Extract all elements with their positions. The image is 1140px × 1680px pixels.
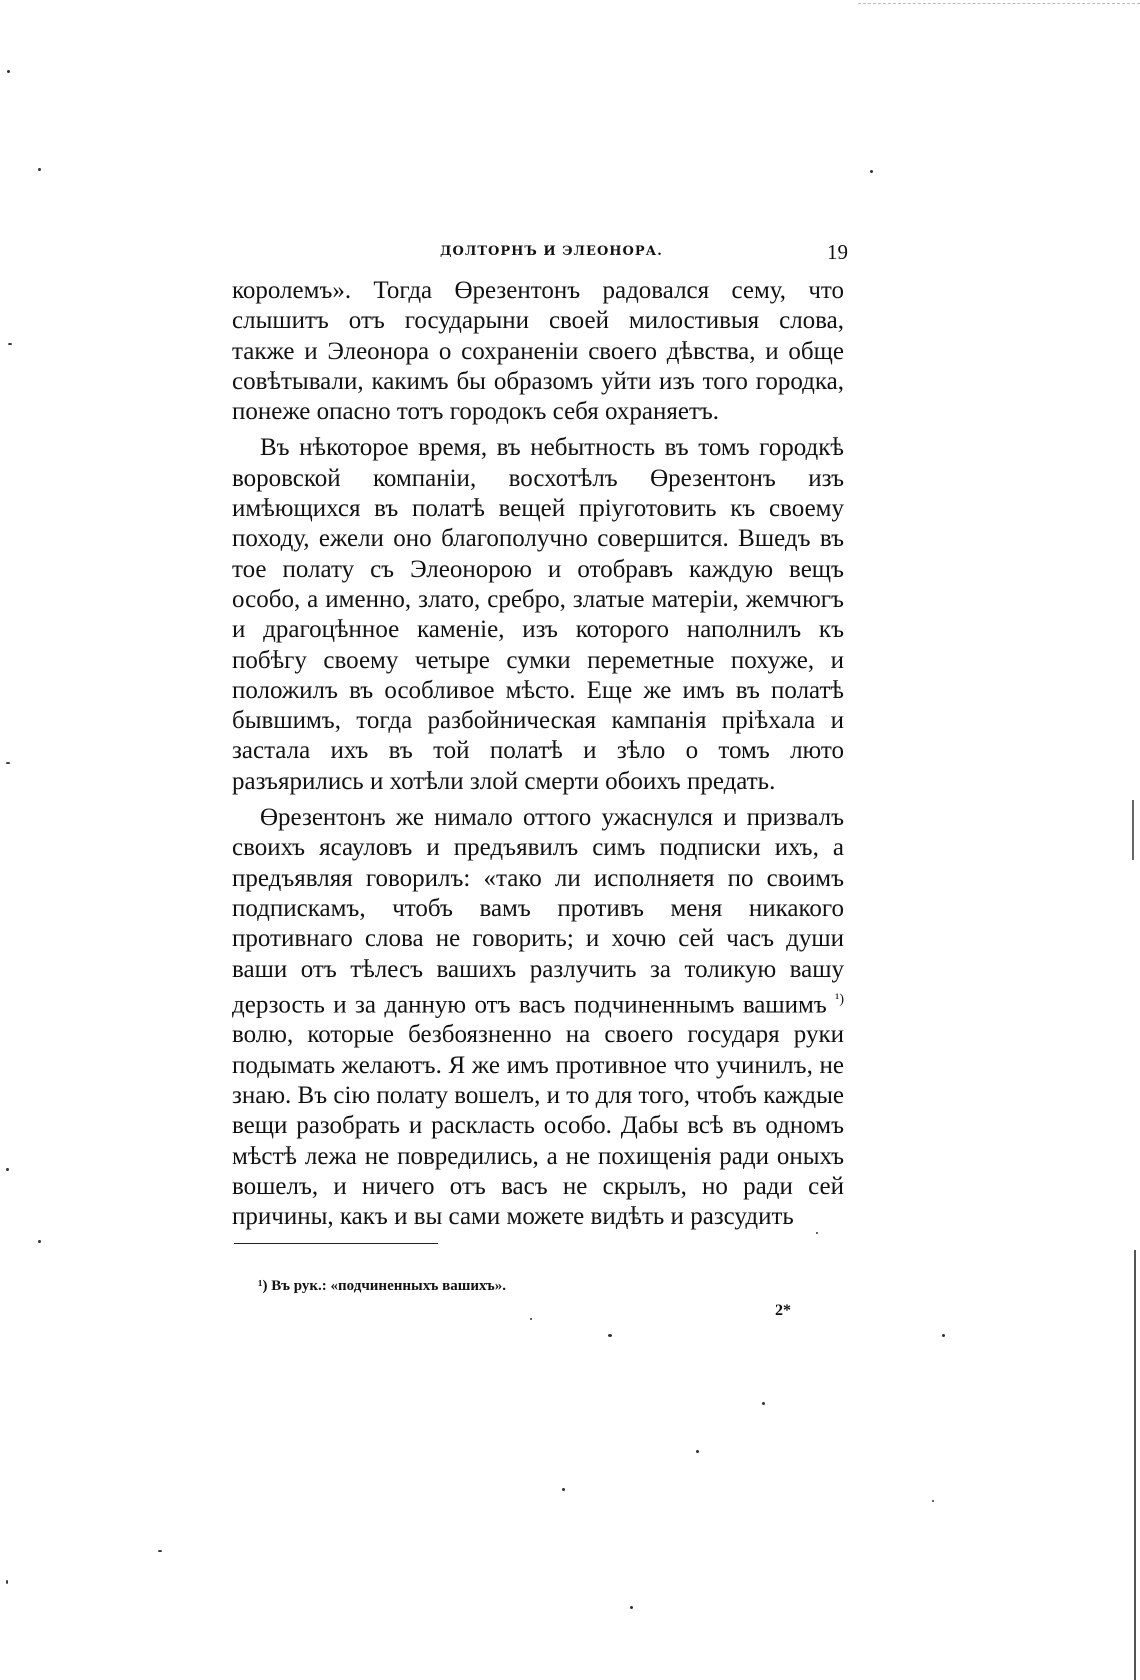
scan-speck [696,1450,699,1453]
paragraph-part: Өрезентонъ же нимало оттого ужаснулся и призвалъ своихъ ясауловъ и предъявилъ симъ подписки ихъ, а предъявляя говорилъ: «тако ли исполняетя по своимъ подпискамъ, чтобъ вамъ противъ меня никакого противнаго слова не говорить; и хочю сей часъ души ваши отъ тѣлесъ вашихъ разлучить за толикую вашу дерзость и за данную отъ васъ подчиненнымъ вашимъ [232,804,844,1019]
scan-speck [38,168,41,171]
running-title: ДОЛТОРНЪ И ЭЛЕОНОРА. [440,244,663,259]
scan-speck [158,1550,162,1552]
scan-speck [870,170,873,173]
scan-speck [932,1500,934,1502]
scan-speck [762,1402,765,1405]
scan-speck [6,1168,9,1171]
paragraph: Въ нѣкоторое время, въ небытность въ томъ городкѣ воровской компаніи, восхотѣлъ Өрезентонъ изъ имѣющихся въ полатѣ вещей пріуготовить къ своему походу, ежели оно благополучно совершится. Вшедъ въ тое полату съ Элеонорою и отобравъ каждую вещъ особо, а именно, злато, сребро, златые матеріи, жемчюгъ и драгоцѣнное каменіе, изъ которого наполнилъ къ побѣгу своему четыре сумки переметные похуже, и положилъ въ особливое мѣсто. Еще же имъ въ полатѣ бывшимъ, тогда разбойническая кампанія пріѣхала и застала ихъ въ той полатѣ и зѣло о томъ люто разъярились и хотѣли злой смерти обоихъ предать. [232,434,844,795]
scan-speck [38,1240,41,1243]
scan-speck [8,343,12,345]
page-number: 19 [827,240,848,264]
running-head [440,240,850,266]
signature-mark: 2* [775,1302,791,1319]
scan-speck [942,1334,945,1337]
scan-speck [6,1580,8,1584]
scan-speck [562,1488,565,1491]
body-text [232,276,844,1239]
scan-speck [530,1318,532,1320]
scan-edge-top [858,3,1140,5]
footnote-ref: ¹) [835,991,845,1007]
paragraph-part: волю, которые безбоязненно на своего государя руки подымать желаютъ. Я же имъ противное что учинилъ, не знаю. Въ сію полату вошелъ, и то для того, чтобъ каждые вещи разобрать и раскласть особо. Дабы всѣ въ одномъ мѣстѣ лежа не повредились, а не похищенія ради оныхъ вошелъ, и ничего отъ васъ не скрылъ, но ради сей причины, какъ и вы сами можете видѣть и разсудить [232,1021,844,1231]
scan-speck [608,1334,612,1337]
scan-edge-right [1134,1250,1136,1680]
footnote: ¹) Въ рук.: «подчиненныхъ вашихъ». [258,1278,506,1294]
scan-speck [816,1232,818,1234]
footnote-rule [234,1243,438,1244]
scan-speck [7,70,10,73]
paragraph: королемъ». Тогда Өрезентонъ радовался сему, что слышитъ отъ государыни своей милостивыя слова, также и Элеонора о сохраненіи своего дѣвства, и обще совѣтывали, какимъ бы образомъ уйти изъ того городка, понеже опасно тотъ городокъ себя охраняетъ. [232,277,844,426]
scan-speck [6,762,10,764]
scan-speck [630,1606,633,1609]
scan-edge-right-mark [1132,800,1134,860]
paragraph [232,803,844,1232]
